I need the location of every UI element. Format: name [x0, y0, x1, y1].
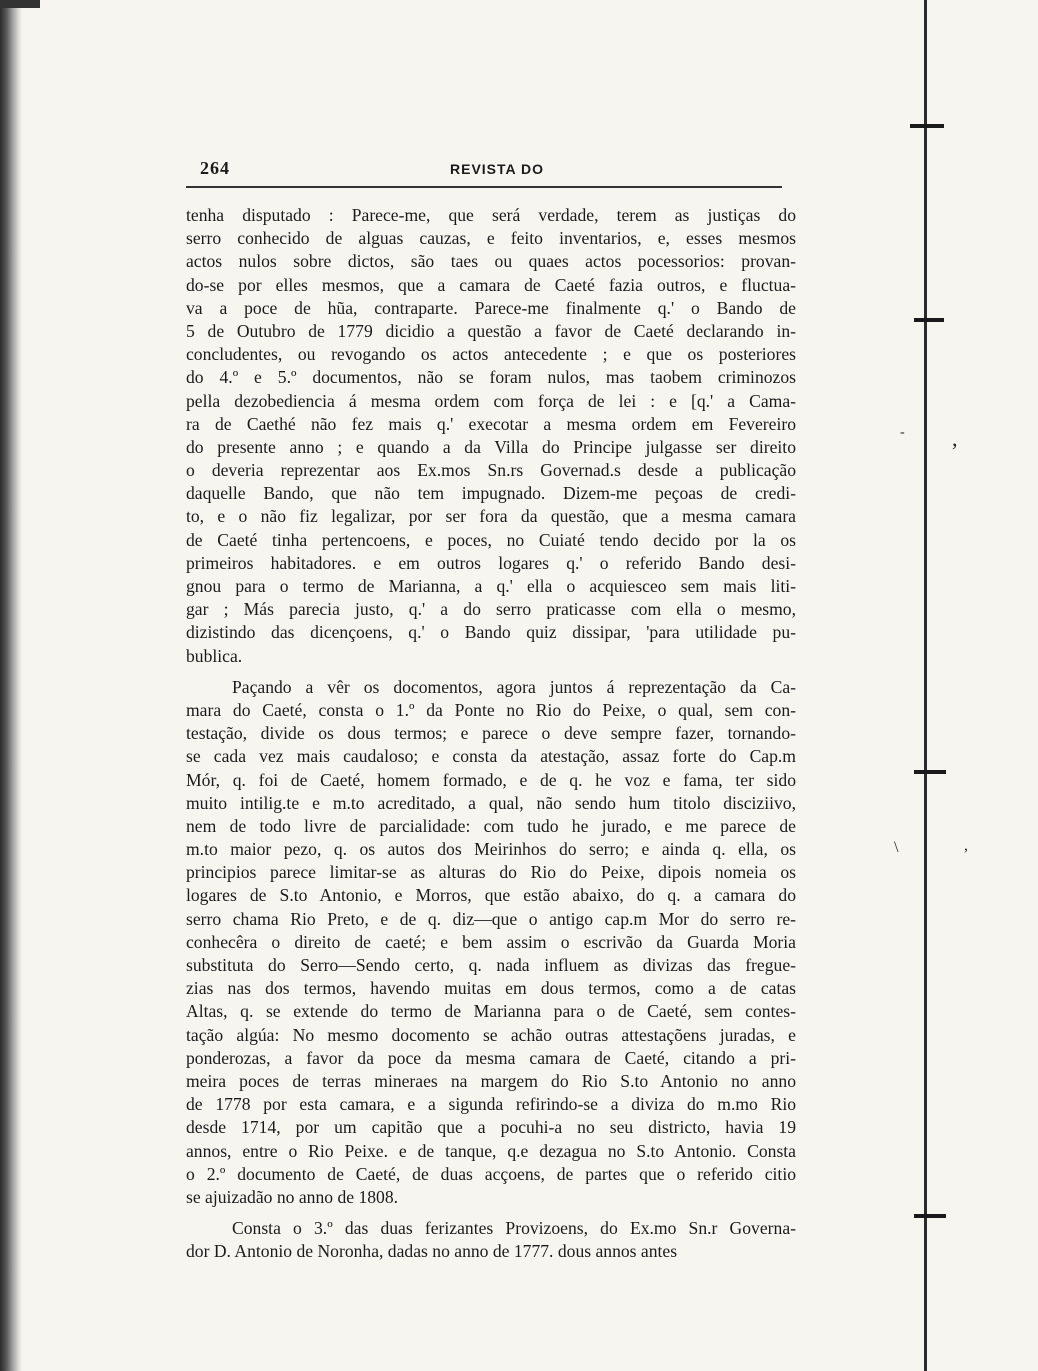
edge-tick — [914, 770, 946, 774]
text-line: zias nas dos termos, havendo muitas em dous termos, como a de catas — [186, 978, 796, 999]
text-line: de Caeté tinha pertencoens, e poces, no Cuiaté tendo decido por la os — [186, 529, 796, 550]
text-line: serro chama Rio Preto, e de q. diz—que o antigo cap.m Mor do serro re- — [186, 908, 796, 929]
page-edge-rule — [924, 0, 927, 1371]
paragraph — [186, 1217, 796, 1263]
paragraph — [186, 676, 796, 1209]
text-line: do-se por elles mesmos, que a camara de Caeté fazia outros, e fluctua- — [186, 274, 796, 295]
text-line: principios parece limitar-se as alturas do Rio do Peixe, dipois nomeia os — [186, 862, 796, 883]
text-line: gnou para o termo de Marianna, a q.' ella o acquiesceo sem mais liti- — [186, 576, 796, 596]
text-line: se ajuizadão no anno de 1808. — [186, 1186, 399, 1207]
text-line: dizistindo das dicençoens, q.' o Bando quiz dissipar, 'para utilidade pu- — [186, 622, 796, 643]
text-line: primeiros habitadores. e em outros logares q.' o referido Bando desi- — [186, 552, 796, 573]
text-line: daquelle Bando, que não tem impugnado. Dizem-me peçoas de credi- — [186, 483, 796, 504]
text-line: va a poce de hũa, contraparte. Parece-me finalmente q.' o Bando de — [186, 297, 796, 318]
text-line: dor D. Antonio de Noronha, dadas no anno de 1777. dous annos antes — [186, 1241, 678, 1262]
edge-tick — [914, 1214, 946, 1218]
edge-tick — [910, 124, 944, 128]
text-line: to, e o não fiz legalizar, por ser fora da questão, que a mesma camara — [186, 506, 796, 527]
edge-speck: , — [964, 837, 968, 854]
text-line: desde 1714, por um capitão que a pocuhi-a no seu districto, havia 19 — [186, 1117, 796, 1138]
text-line: tação algúa: No mesmo docomento se achão outras attestaçõens juradas, e — [186, 1024, 796, 1045]
text-line: testação, divide os dous termos; e parece o deve sempre fazer, tornando- — [186, 723, 796, 744]
text-line: ponderozas, a favor da poce da mesma camara de Caeté, citando a pri- — [186, 1047, 796, 1068]
body-text — [186, 204, 796, 1263]
running-head — [186, 158, 796, 186]
text-line: conhecêra o direito de caeté; e bem assim o escrivão da Guarda Moria — [186, 931, 796, 952]
binding-shadow — [0, 0, 22, 1371]
edge-tick — [914, 318, 944, 322]
paragraph — [186, 204, 796, 668]
paragraph-gap — [186, 1209, 796, 1217]
text-line: gar ; Más parecia justo, q.' a do serro praticasse com ella o mesmo, — [186, 599, 796, 620]
text-line: substituta do Serro—Sendo certo, q. nada influem as divizas das fregue- — [186, 955, 796, 975]
text-line: tenha disputado : Parece-me, que será verdade, terem as justiças do — [186, 205, 796, 225]
text-line: o deveria reprezentar aos Ex.mos Sn.rs Governad.s desde a publicação — [186, 460, 796, 481]
text-line: Consta o 3.º das duas ferizantes Provizoens, do Ex.mo Sn.r Governa- — [232, 1218, 796, 1239]
text-line: nem de todo livre de parcialidade: com tudo he jurado, e me parece de — [186, 815, 796, 836]
head-rule — [186, 186, 782, 188]
text-line: meira poces de terras mineraes na margem do Rio S.to Antonio no anno — [186, 1070, 796, 1091]
text-line: ra de Caethé não fez mais q.' execotar a mesma ordem em Fevereiro — [186, 413, 796, 434]
text-line: m.to maior pezo, q. os autos dos Meirinhos do serro; e ainda q. ella, os — [186, 839, 796, 860]
text-line: actos nulos sobre dictos, são taes ou quaes actos pocessorios: provan- — [186, 251, 796, 272]
text-line: Altas, q. se extende do termo de Marianna para o de Caeté, sem contes- — [186, 1001, 796, 1022]
text-line: 5 de Outubro de 1779 dicidio a questão a favor de Caeté declarando in- — [186, 320, 796, 341]
text-line: logares de S.to Antonio, e Morros, que estão abaixo, do q. a camara do — [186, 885, 796, 906]
edge-speck: \ — [894, 839, 899, 856]
text-line: do presente anno ; e quando a da Villa do Principe julgasse ser direito — [186, 436, 796, 457]
text-line: concludentes, ou revogando os actos antecedente ; e que os posteriores — [186, 344, 796, 365]
text-line: serro conhecido de alguas cauzas, e feito inventarios, e, esses mesmos — [186, 228, 796, 249]
page-number: 264 — [200, 158, 230, 178]
text-line: pella dezobediencia á mesma ordem com força de lei : e [q.' a Cama- — [186, 390, 796, 411]
edge-speck: - — [900, 425, 905, 440]
text-line: do 4.º e 5.º documentos, não se foram nulos, mas taobem criminozos — [186, 367, 796, 388]
text-line: mara do Caeté, consta o 1.º da Ponte no Rio do Peixe, o qual, sem con- — [186, 699, 796, 720]
book-page — [186, 158, 796, 1263]
running-head-title: REVISTA DO — [450, 161, 545, 177]
paragraph-gap — [186, 668, 796, 676]
text-line: de 1778 por esta camara, e a sigunda refirindo-se a diviza do m.mo Rio — [186, 1094, 796, 1115]
binding-corner — [0, 0, 40, 8]
text-line: muito intilig.te e m.to acreditado, a qual, não sendo hum titolo disciziivo, — [186, 792, 796, 813]
text-line: se cada vez mais caudaloso; e consta da atestação, assaz forte do Cap.m — [186, 746, 796, 767]
text-line: bublica. — [186, 645, 243, 666]
text-line: Paçando a vêr os docomentos, agora juntos á reprezentação da Ca- — [232, 676, 796, 697]
text-line: annos, entre o Rio Peixe. e de tanque, q.e dezagua no S.to Antonio. Consta — [186, 1140, 796, 1161]
text-line: Mór, q. foi de Caeté, homem formado, e de q. he voz e fama, ter sido — [186, 769, 796, 790]
text-line: o 2.º documento de Caeté, de duas acçoens, de partes que o referido citio — [186, 1163, 796, 1184]
edge-speck: , — [952, 426, 958, 451]
